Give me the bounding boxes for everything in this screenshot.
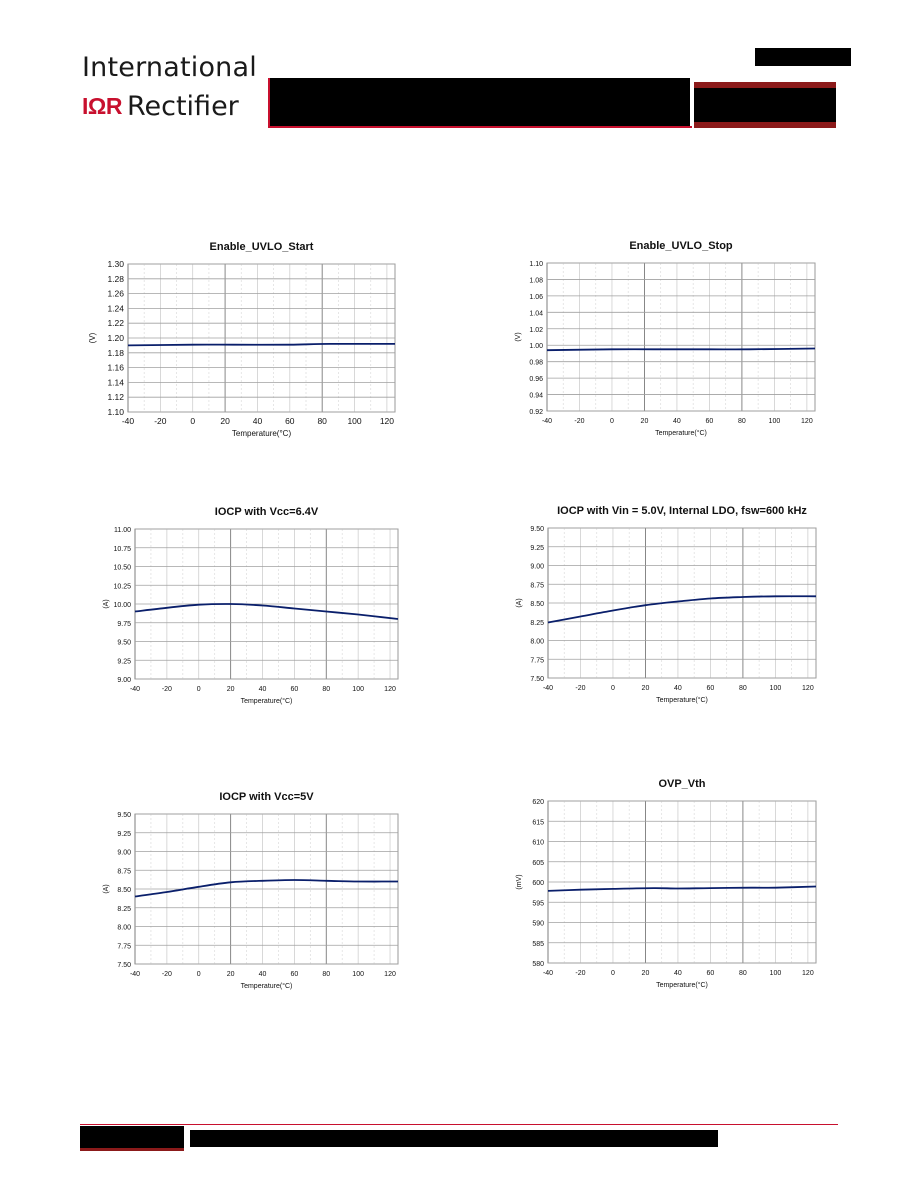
chart-enable-uvlo-stop-ytick: 0.96	[529, 376, 543, 384]
chart-enable-uvlo-stop-grid	[547, 263, 815, 411]
chart-iocp-vcc-5v-ytick: 9.00	[117, 849, 131, 857]
chart-iocp-vcc-5v-ytick: 9.25	[117, 830, 131, 838]
chart-iocp-vcc-5v-title: IOCP with Vcc=5V	[219, 791, 314, 803]
chart-iocp-vcc-6-4v-xtick: 0	[196, 686, 201, 693]
chart-iocp-vcc-6-4v-xtick: 100	[352, 686, 364, 693]
chart-ovp-vth-ytick: 585	[532, 940, 544, 948]
chart-ovp-vth-ytick: 580	[532, 961, 544, 968]
chart-enable-uvlo-start-xtick: 40	[252, 416, 263, 426]
chart-ovp-vth-xtick: -20	[575, 970, 586, 977]
chart-iocp-vcc-5v-xtick: -20	[161, 971, 172, 978]
chart-enable-uvlo-stop	[505, 230, 825, 450]
chart-enable-uvlo-start-ytick: 1.30	[107, 259, 124, 269]
chart-enable-uvlo-start-xlabel: Temperature(°C)	[231, 429, 292, 438]
chart-iocp-vcc-6-4v-ytick: 10.50	[113, 564, 131, 572]
chart-iocp-vcc-6-4v-title: IOCP with Vcc=6.4V	[214, 506, 319, 518]
chart-ovp-vth-xtick: 20	[641, 970, 650, 977]
chart-ovp-vth-xtick: 100	[769, 970, 782, 977]
chart-ovp-vth-xlabel: Temperature(°C)	[656, 982, 708, 989]
chart-iocp-vcc-6-4v-ytick: 9.50	[117, 639, 131, 647]
chart-enable-uvlo-start-ytick: 1.18	[107, 347, 124, 358]
chart-iocp-vcc-5v-xlabel: Temperature(°C)	[240, 983, 293, 990]
chart-ovp-vth-xtick: 0	[611, 970, 615, 977]
chart-iocp-vcc-5v-ylabel: (A)	[103, 884, 110, 894]
chart-ovp-vth-xtick: 40	[674, 970, 682, 977]
chart-enable-uvlo-stop-ytick: 1.08	[529, 277, 543, 285]
chart-enable-uvlo-start-xtick: 120	[379, 416, 395, 426]
chart-enable-uvlo-start-xtick: -40	[121, 416, 135, 426]
chart-enable-uvlo-start-xtick: 60	[285, 416, 295, 426]
chart-iocp-vin-5v-ldo-ytick: 9.25	[530, 544, 544, 552]
chart-enable-uvlo-stop-ytick: 1.00	[529, 343, 543, 351]
top-right-black-tab	[755, 48, 851, 66]
chart-enable-uvlo-stop-xtick: 100	[768, 418, 781, 425]
chart-ovp-vth-ytick: 595	[532, 900, 544, 908]
brand-logo-row	[82, 91, 239, 121]
chart-enable-uvlo-stop-xlabel: Temperature(°C)	[655, 430, 707, 437]
chart-iocp-vin-5v-ldo-ytick: 9.50	[530, 526, 544, 533]
header-red-underline	[270, 126, 692, 128]
chart-iocp-vcc-5v-xtick: 20	[226, 971, 235, 978]
chart-iocp-vin-5v-ldo	[505, 498, 835, 718]
chart-ovp-vth-xtick: 120	[802, 970, 814, 977]
chart-enable-uvlo-start-ytick: 1.10	[107, 407, 124, 417]
chart-enable-uvlo-start-xtick: 0	[190, 416, 196, 426]
chart-iocp-vcc-6-4v-xtick: 120	[384, 686, 396, 693]
chart-iocp-vin-5v-ldo-ytick: 8.00	[530, 638, 544, 646]
chart-enable-uvlo-start-ytick: 1.24	[107, 303, 124, 314]
header-red-accent-bottom	[694, 122, 836, 128]
chart-enable-uvlo-start-xtick: 80	[317, 416, 327, 426]
chart-iocp-vcc-5v-ytick: 8.75	[117, 868, 131, 876]
chart-enable-uvlo-stop-ytick: 0.92	[529, 409, 543, 416]
chart-iocp-vin-5v-ldo-title: IOCP with Vin = 5.0V, Internal LDO, fsw=600 kHz	[557, 505, 807, 517]
chart-iocp-vin-5v-ldo-xtick: 100	[769, 685, 782, 692]
chart-enable-uvlo-stop-xtick: -20	[574, 418, 585, 425]
chart-enable-uvlo-stop-xtick: 40	[673, 418, 681, 425]
chart-iocp-vin-5v-ldo-ytick: 8.75	[530, 582, 544, 590]
footer-page-underline	[80, 1148, 184, 1151]
chart-ovp-vth-ytick: 590	[532, 920, 544, 928]
chart-enable-uvlo-stop-xtick: 20	[640, 418, 649, 425]
chart-iocp-vcc-6-4v-grid	[135, 529, 398, 679]
chart-enable-uvlo-start-ytick: 1.16	[107, 362, 124, 373]
chart-enable-uvlo-stop-ytick: 0.94	[529, 392, 543, 400]
chart-enable-uvlo-start-ytick: 1.12	[107, 392, 124, 403]
chart-iocp-vcc-5v-xtick: -40	[129, 971, 141, 978]
brand-name-line1: International	[82, 52, 257, 83]
chart-enable-uvlo-start-title: Enable_UVLO_Start	[209, 241, 314, 253]
chart-ovp-vth-xtick: -40	[542, 970, 554, 977]
chart-iocp-vcc-5v-xtick: 80	[322, 971, 331, 978]
chart-iocp-vcc-6-4v-xtick: 60	[290, 686, 299, 693]
chart-iocp-vin-5v-ldo-grid	[548, 528, 816, 678]
chart-ovp-vth-ytick: 605	[532, 859, 544, 867]
chart-ovp-vth-title: OVP_Vth	[658, 778, 706, 790]
chart-ovp-vth-ytick: 610	[532, 839, 544, 847]
header-part-number-block	[694, 88, 836, 122]
chart-enable-uvlo-stop-xtick: 0	[610, 418, 614, 425]
chart-iocp-vcc-6-4v-ytick: 9.75	[117, 620, 131, 628]
chart-iocp-vcc-6-4v-ytick: 9.25	[117, 658, 131, 666]
chart-iocp-vcc-5v-ytick: 7.75	[117, 943, 131, 951]
chart-iocp-vcc-5v-xtick: 120	[384, 971, 396, 978]
chart-enable-uvlo-start-xtick: -20	[154, 416, 167, 426]
chart-iocp-vin-5v-ldo-xtick: -40	[542, 685, 554, 692]
chart-iocp-vin-5v-ldo-ytick: 7.50	[530, 676, 544, 683]
chart-iocp-vcc-6-4v	[90, 498, 410, 718]
brand-name-line2: Rectifier	[126, 90, 239, 122]
chart-iocp-vcc-6-4v-xtick: -40	[129, 686, 141, 693]
chart-ovp-vth-xtick: 60	[706, 970, 715, 977]
chart-iocp-vin-5v-ldo-xtick: 80	[739, 685, 747, 692]
footer-red-line	[80, 1124, 838, 1125]
chart-enable-uvlo-start-xtick: 20	[220, 416, 230, 426]
chart-iocp-vcc-5v-xtick: 40	[258, 971, 267, 978]
chart-enable-uvlo-stop-ylabel: (V)	[515, 332, 522, 342]
chart-enable-uvlo-stop-ytick: 1.10	[529, 261, 543, 268]
chart-iocp-vin-5v-ldo-ylabel: (A)	[516, 598, 523, 608]
chart-enable-uvlo-start-ytick: 1.28	[107, 273, 124, 284]
chart-enable-uvlo-start-ytick: 1.22	[107, 318, 124, 329]
ior-logo-icon: IΩR	[82, 92, 122, 119]
chart-enable-uvlo-stop-ytick: 1.02	[529, 326, 543, 334]
chart-iocp-vcc-5v-ytick: 8.00	[117, 924, 131, 932]
chart-iocp-vcc-5v-xtick: 60	[290, 971, 299, 978]
chart-enable-uvlo-start-ylabel: (V)	[88, 332, 97, 344]
chart-iocp-vcc-6-4v-ytick: 10.00	[113, 602, 131, 609]
chart-iocp-vcc-5v-ytick: 9.50	[117, 812, 131, 819]
chart-iocp-vcc-5v-xtick: 0	[196, 971, 201, 978]
chart-iocp-vin-5v-ldo-xlabel: Temperature(°C)	[656, 697, 708, 704]
chart-iocp-vcc-6-4v-xtick: 40	[258, 686, 267, 693]
chart-ovp-vth-ylabel: (mV)	[516, 874, 523, 890]
chart-iocp-vin-5v-ldo-ytick: 9.00	[530, 563, 544, 571]
chart-enable-uvlo-stop-xtick: -40	[541, 418, 553, 425]
chart-ovp-vth-ytick: 615	[532, 819, 544, 827]
chart-ovp-vth-ytick: 620	[532, 799, 544, 806]
chart-enable-uvlo-start-ytick: 1.14	[107, 377, 124, 388]
footer-page-block	[80, 1126, 184, 1150]
chart-ovp-vth	[505, 770, 835, 1000]
chart-iocp-vcc-6-4v-ytick: 9.00	[117, 677, 131, 684]
chart-iocp-vcc-5v-ytick: 8.50	[117, 887, 131, 894]
chart-iocp-vcc-5v-ytick: 8.25	[117, 905, 131, 913]
chart-iocp-vcc-6-4v-xtick: -20	[161, 686, 172, 693]
chart-enable-uvlo-start-xtick: 100	[347, 416, 362, 426]
chart-iocp-vcc-5v-xtick: 100	[352, 971, 364, 978]
chart-iocp-vin-5v-ldo-xtick: 0	[611, 685, 615, 692]
chart-iocp-vin-5v-ldo-xtick: 40	[674, 685, 682, 692]
chart-enable-uvlo-stop-xtick: 120	[801, 418, 813, 425]
chart-iocp-vcc-5v-grid	[135, 814, 398, 964]
chart-ovp-vth-xtick: 80	[739, 970, 747, 977]
footer-info-bar	[190, 1130, 718, 1147]
chart-ovp-vth-ytick: 600	[532, 880, 544, 887]
chart-iocp-vin-5v-ldo-xtick: -20	[575, 685, 586, 692]
chart-enable-uvlo-stop-title: Enable_UVLO_Stop	[629, 240, 733, 252]
chart-iocp-vcc-6-4v-xlabel: Temperature(°C)	[240, 698, 293, 705]
chart-enable-uvlo-start-grid	[128, 264, 395, 412]
chart-iocp-vin-5v-ldo-xtick: 120	[802, 685, 814, 692]
chart-iocp-vcc-6-4v-ytick: 10.25	[113, 583, 131, 591]
chart-iocp-vin-5v-ldo-ytick: 7.75	[530, 657, 544, 665]
chart-iocp-vcc-5v	[90, 784, 410, 1004]
chart-ovp-vth-grid	[548, 801, 816, 963]
chart-iocp-vcc-6-4v-ytick: 11.00	[114, 527, 131, 534]
chart-iocp-vin-5v-ldo-ytick: 8.50	[530, 601, 544, 608]
chart-enable-uvlo-stop-ytick: 0.98	[529, 359, 543, 367]
chart-enable-uvlo-stop-xtick: 60	[705, 418, 714, 425]
chart-enable-uvlo-start-ytick: 1.26	[107, 288, 124, 299]
chart-iocp-vcc-6-4v-ytick: 10.75	[113, 545, 131, 553]
header-title-bar	[270, 78, 690, 128]
chart-iocp-vcc-5v-ytick: 7.50	[117, 962, 131, 969]
chart-iocp-vcc-6-4v-xtick: 20	[226, 686, 235, 693]
chart-iocp-vin-5v-ldo-ytick: 8.25	[530, 619, 544, 627]
chart-enable-uvlo-stop-ytick: 1.04	[529, 310, 543, 318]
chart-enable-uvlo-start	[90, 230, 410, 450]
chart-iocp-vin-5v-ldo-xtick: 60	[706, 685, 715, 692]
chart-iocp-vcc-6-4v-ylabel: (A)	[103, 599, 110, 609]
chart-enable-uvlo-stop-xtick: 80	[738, 418, 746, 425]
chart-enable-uvlo-stop-ytick: 1.06	[529, 293, 543, 301]
chart-iocp-vin-5v-ldo-xtick: 20	[641, 685, 650, 692]
chart-iocp-vcc-6-4v-xtick: 80	[322, 686, 331, 693]
chart-enable-uvlo-start-ytick: 1.20	[107, 333, 124, 343]
